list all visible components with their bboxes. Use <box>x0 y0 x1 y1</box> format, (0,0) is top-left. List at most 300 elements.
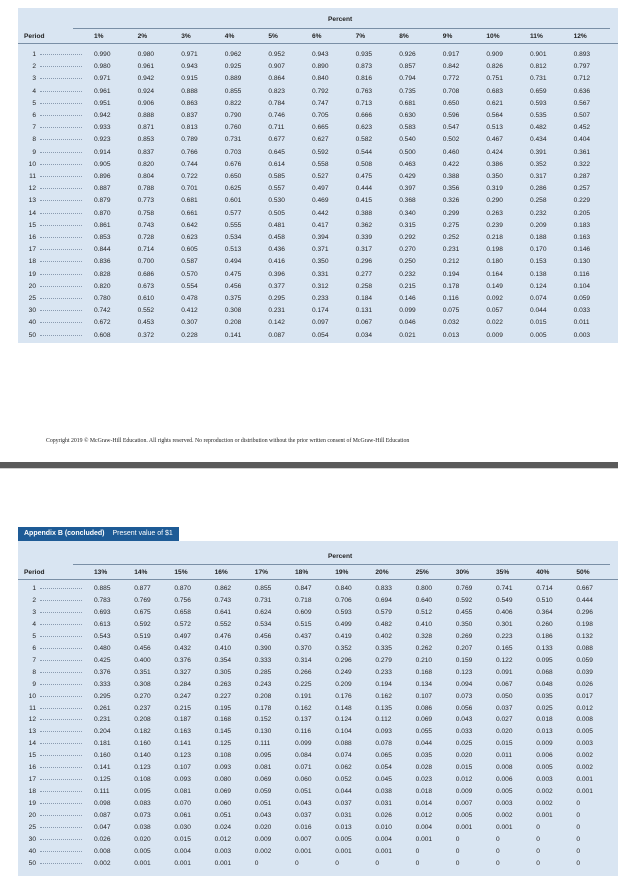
value-cell: 0.352 <box>530 160 547 168</box>
value-cell: 0.681 <box>399 99 416 107</box>
value-cell: 0.840 <box>335 585 352 592</box>
value-cell: 0.020 <box>134 835 151 843</box>
value-cell: 0.510 <box>536 596 553 604</box>
value-cell: 0.857 <box>399 63 416 71</box>
value-cell: 0.011 <box>496 752 513 760</box>
present-value-table-part1 <box>18 8 618 343</box>
value-cell: 0.023 <box>415 776 433 784</box>
value-cell: 0.980 <box>94 63 111 71</box>
value-cell: 0.555 <box>224 221 242 229</box>
value-cell: 0.924 <box>137 87 155 95</box>
value-cell: 0.260 <box>536 620 553 628</box>
value-cell: 0.735 <box>399 87 416 95</box>
value-cell: 0.131 <box>355 307 373 315</box>
table-row <box>18 208 618 219</box>
value-cell: 0.059 <box>576 656 593 664</box>
value-cell: 0.279 <box>375 656 392 664</box>
dot-leader <box>40 286 82 287</box>
period-cell: 7 <box>32 656 36 664</box>
value-cell: 0.003 <box>214 847 232 855</box>
value-cell: 0.067 <box>355 319 373 327</box>
value-cell: 0.773 <box>137 197 155 205</box>
value-cell: 0 <box>295 859 299 867</box>
value-cell: 0.469 <box>312 197 329 205</box>
value-cell: 0.714 <box>536 585 553 592</box>
value-cell: 0.250 <box>399 258 416 266</box>
value-cell: 0.004 <box>375 835 392 843</box>
value-cell: 0.596 <box>442 112 460 119</box>
value-cell: 0.095 <box>254 752 272 760</box>
value-cell: 0.444 <box>576 596 593 604</box>
table-row <box>18 714 618 725</box>
value-cell: 0.215 <box>399 282 416 290</box>
table-row <box>18 691 618 702</box>
value-cell: 0.743 <box>137 221 155 229</box>
value-cell: 0.608 <box>94 331 111 339</box>
value-cell: 0.003 <box>536 776 553 784</box>
value-cell: 0.038 <box>134 824 151 831</box>
value-cell: 0.069 <box>415 716 433 724</box>
value-cell: 0.093 <box>214 764 232 772</box>
value-cell: 0.312 <box>312 282 329 290</box>
table-header-row <box>18 31 618 42</box>
caption-title: Appendix B (concluded) <box>24 530 105 537</box>
value-cell: 0.086 <box>415 704 433 712</box>
value-cell: 0.296 <box>355 258 373 266</box>
value-cell: 0.108 <box>134 776 151 784</box>
value-cell: 0.784 <box>268 99 285 107</box>
value-cell: 0.033 <box>573 307 591 315</box>
table-row <box>18 679 618 690</box>
value-cell: 0.364 <box>536 608 553 616</box>
value-cell: 0.284 <box>174 680 191 688</box>
value-cell: 0 <box>254 859 259 867</box>
value-cell: 0.012 <box>415 812 433 820</box>
value-cell: 0.210 <box>415 656 433 664</box>
dot-leader <box>40 684 82 685</box>
value-cell: 0.917 <box>442 51 460 58</box>
value-cell: 0.879 <box>94 197 111 205</box>
value-cell: 0.060 <box>295 776 312 784</box>
value-cell: 0.039 <box>576 668 593 676</box>
value-cell: 0.001 <box>375 847 392 855</box>
value-cell: 0.567 <box>573 99 591 107</box>
value-cell: 0 <box>536 847 540 855</box>
value-cell: 0.601 <box>224 197 242 205</box>
table-row <box>18 220 618 231</box>
dot-leader <box>40 188 82 189</box>
value-cell: 0.231 <box>442 246 460 254</box>
rate-header: 30% <box>455 569 469 576</box>
value-cell: 0.054 <box>375 764 392 772</box>
table-row <box>18 774 618 785</box>
value-cell: 0.513 <box>486 124 503 132</box>
period-cell: 16 <box>28 764 36 772</box>
value-cell: 0.877 <box>134 585 151 592</box>
value-cell: 0.372 <box>137 331 155 339</box>
value-cell: 0.141 <box>174 740 191 748</box>
value-cell: 0.893 <box>573 51 591 58</box>
value-cell: 0.018 <box>536 716 553 724</box>
rate-header: 3% <box>181 33 191 40</box>
period-header: Period <box>24 33 45 40</box>
value-cell: 0.404 <box>573 136 591 144</box>
value-cell: 0.099 <box>295 740 312 748</box>
rate-header: 9% <box>442 33 453 40</box>
value-cell: 0.013 <box>442 331 460 339</box>
value-cell: 0.038 <box>375 788 392 796</box>
value-cell: 0.794 <box>399 75 416 83</box>
table-row <box>18 667 618 678</box>
value-cell: 0.001 <box>214 859 232 867</box>
value-cell: 0.258 <box>355 282 373 290</box>
value-cell: 0.592 <box>134 620 151 628</box>
value-cell: 0.476 <box>214 632 232 640</box>
value-cell: 0.069 <box>214 788 232 796</box>
value-cell: 0.375 <box>224 295 242 302</box>
dot-leader <box>40 225 82 226</box>
value-cell: 0.022 <box>486 319 503 327</box>
value-cell: 0.530 <box>268 197 285 205</box>
value-cell: 0.043 <box>455 716 473 724</box>
value-cell: 0.388 <box>442 173 460 180</box>
value-cell: 0.855 <box>224 87 242 95</box>
value-cell: 0.397 <box>399 185 416 193</box>
table-row <box>18 750 618 761</box>
value-cell: 0.667 <box>576 585 593 592</box>
value-cell: 0.512 <box>415 608 433 616</box>
value-cell: 0.331 <box>312 270 329 278</box>
value-cell: 0.820 <box>94 282 111 290</box>
dot-leader <box>40 164 82 165</box>
rate-header: 17% <box>254 569 268 576</box>
value-cell: 0.009 <box>536 740 553 748</box>
value-cell: 0.693 <box>94 608 111 616</box>
value-cell: 0.008 <box>576 716 593 724</box>
value-cell: 0.481 <box>268 221 285 229</box>
value-cell: 0.887 <box>94 185 111 193</box>
value-cell: 0.006 <box>536 752 553 760</box>
value-cell: 0.711 <box>268 124 285 132</box>
value-cell: 0.001 <box>576 776 593 784</box>
value-cell: 0.497 <box>312 185 329 193</box>
period-cell: 15 <box>28 752 36 760</box>
table-header-row <box>18 567 618 578</box>
value-cell: 0.844 <box>94 246 111 254</box>
value-cell: 0.269 <box>455 632 473 640</box>
value-cell: 0.043 <box>295 800 312 808</box>
value-cell: 0 <box>576 835 581 843</box>
value-cell: 0.153 <box>530 258 547 266</box>
value-cell: 0.507 <box>573 112 591 119</box>
value-cell: 0.415 <box>355 197 373 205</box>
value-cell: 0.059 <box>254 788 272 796</box>
value-cell: 0.842 <box>442 63 460 71</box>
period-cell: 4 <box>32 87 36 95</box>
value-cell: 0.547 <box>442 124 460 132</box>
value-cell: 0.116 <box>573 270 590 278</box>
value-cell: 0.577 <box>224 209 242 217</box>
value-cell: 0.424 <box>486 148 503 156</box>
value-cell: 0.482 <box>375 620 392 628</box>
value-cell: 0.035 <box>536 692 553 700</box>
value-cell: 0.327 <box>174 668 191 676</box>
rate-header: 2% <box>137 33 148 40</box>
value-cell: 0.005 <box>496 788 513 796</box>
value-cell: 0.188 <box>530 234 547 241</box>
period-cell: 5 <box>32 632 36 640</box>
value-cell: 0.123 <box>455 668 473 676</box>
value-cell: 0.951 <box>94 99 111 107</box>
value-cell: 0.694 <box>375 596 392 604</box>
dot-leader <box>40 696 82 697</box>
value-cell: 0.666 <box>355 112 373 119</box>
value-cell: 0.731 <box>224 136 242 144</box>
value-cell: 0.031 <box>375 800 392 808</box>
value-cell: 0.935 <box>355 51 373 58</box>
value-cell: 0.339 <box>355 234 373 241</box>
dot-leader <box>40 636 82 637</box>
value-cell: 0.025 <box>536 704 553 712</box>
value-cell: 0.290 <box>486 197 503 205</box>
value-cell: 0.661 <box>181 209 198 217</box>
value-cell: 0.557 <box>268 185 285 193</box>
period-cell: 6 <box>32 644 36 652</box>
value-cell: 0.933 <box>94 124 111 132</box>
value-cell: 0.020 <box>254 824 272 831</box>
rate-header: 8% <box>399 33 409 40</box>
value-cell: 0.425 <box>94 656 111 664</box>
value-cell: 0.650 <box>442 99 460 107</box>
value-cell: 0.816 <box>355 75 373 83</box>
value-cell: 0.676 <box>224 160 242 168</box>
value-cell: 0.026 <box>94 835 111 843</box>
value-cell: 0.763 <box>355 87 373 95</box>
value-cell: 0.593 <box>530 99 547 107</box>
value-cell: 0.237 <box>134 704 151 712</box>
value-cell: 0.386 <box>486 160 503 168</box>
value-cell: 0 <box>576 824 581 831</box>
value-cell: 0.009 <box>455 788 473 796</box>
value-cell: 0.107 <box>174 764 191 772</box>
value-cell: 0.502 <box>442 136 460 144</box>
value-cell: 0.871 <box>137 124 155 132</box>
value-cell: 0.455 <box>455 608 473 616</box>
rate-header: 19% <box>335 569 349 576</box>
value-cell: 0.906 <box>137 99 155 107</box>
header-rule <box>18 579 618 580</box>
value-cell: 0.315 <box>399 221 416 229</box>
value-cell: 0.004 <box>174 847 191 855</box>
rate-header: 14% <box>134 569 148 576</box>
table-row <box>18 846 618 857</box>
value-cell: 0 <box>335 859 339 867</box>
value-cell: 0.001 <box>415 835 433 843</box>
value-cell: 0.097 <box>312 319 329 327</box>
value-cell: 0 <box>576 800 581 808</box>
rate-header: 50% <box>576 569 590 576</box>
value-cell: 0.137 <box>295 716 312 724</box>
value-cell: 0.731 <box>254 596 272 604</box>
value-cell: 0.847 <box>295 585 312 592</box>
value-cell: 0.527 <box>312 173 329 180</box>
value-cell: 0.125 <box>214 740 232 748</box>
value-cell: 0.368 <box>399 197 416 205</box>
value-cell: 0.091 <box>496 668 513 676</box>
value-cell: 0.048 <box>536 680 553 688</box>
period-cell: 40 <box>28 847 36 855</box>
table-caption <box>18 527 179 541</box>
value-cell: 0.163 <box>573 234 591 241</box>
value-cell: 0.174 <box>312 307 329 315</box>
value-cell: 0.152 <box>254 716 272 724</box>
period-cell: 3 <box>32 608 36 616</box>
value-cell: 0.870 <box>174 585 191 592</box>
value-cell: 0.005 <box>576 728 593 736</box>
value-cell: 0.962 <box>224 51 242 58</box>
value-cell: 0.134 <box>415 680 433 688</box>
value-cell: 0.610 <box>137 295 155 302</box>
value-cell: 0.641 <box>214 608 232 616</box>
value-cell: 0.790 <box>224 112 242 119</box>
value-cell: 0.712 <box>573 75 591 83</box>
dot-leader <box>40 335 82 336</box>
value-cell: 0.870 <box>94 209 111 217</box>
value-cell: 0.098 <box>94 800 111 808</box>
value-cell: 0.505 <box>268 209 285 217</box>
value-cell: 0.074 <box>335 752 352 760</box>
value-cell: 0.361 <box>573 148 591 156</box>
table-row <box>18 134 618 145</box>
value-cell: 0.419 <box>335 632 352 640</box>
value-cell: 0.442 <box>312 209 329 217</box>
value-cell: 0.301 <box>496 620 513 628</box>
rate-header: 1% <box>94 33 104 40</box>
value-cell: 0.263 <box>214 680 232 688</box>
value-cell: 0.708 <box>442 87 460 95</box>
value-cell: 0.552 <box>214 620 232 628</box>
period-cell: 18 <box>28 788 36 796</box>
table-row <box>18 256 618 267</box>
dot-leader <box>40 767 82 768</box>
value-cell: 0.194 <box>442 270 460 278</box>
period-cell: 30 <box>28 835 36 843</box>
value-cell: 0.001 <box>295 847 312 855</box>
value-cell: 0.308 <box>134 680 151 688</box>
value-cell: 0.362 <box>355 221 373 229</box>
value-cell: 0.107 <box>415 692 433 700</box>
value-cell: 0.410 <box>214 644 232 652</box>
value-cell: 0.714 <box>137 246 155 254</box>
value-cell: 0.051 <box>295 788 312 796</box>
value-cell: 0.057 <box>486 307 503 315</box>
value-cell: 0.081 <box>254 764 272 772</box>
dot-leader <box>40 54 82 55</box>
dot-leader <box>40 237 82 238</box>
value-cell: 0.262 <box>415 644 433 652</box>
value-cell: 0.640 <box>415 596 433 604</box>
period-cell: 16 <box>28 234 36 241</box>
value-cell: 0.822 <box>224 99 242 107</box>
value-cell: 0.534 <box>254 620 272 628</box>
value-cell: 0.650 <box>224 173 242 180</box>
dot-leader <box>40 274 82 275</box>
value-cell: 0.797 <box>573 63 591 71</box>
table-row <box>18 317 618 328</box>
value-cell: 0.007 <box>295 835 312 843</box>
value-cell: 0.376 <box>94 668 111 676</box>
value-cell: 0.394 <box>312 234 329 241</box>
value-cell: 0.054 <box>312 331 329 339</box>
value-cell: 0.233 <box>312 295 329 302</box>
value-cell: 0.296 <box>335 656 352 664</box>
value-cell: 0.350 <box>312 258 329 266</box>
period-cell: 25 <box>28 295 36 302</box>
value-cell: 0.677 <box>268 136 285 144</box>
rate-header: 4% <box>224 33 235 40</box>
value-cell: 0.020 <box>455 752 473 760</box>
value-cell: 0.853 <box>94 234 111 241</box>
value-cell: 0.833 <box>375 585 392 592</box>
value-cell: 0.081 <box>174 788 191 796</box>
value-cell: 0.095 <box>536 656 553 664</box>
value-cell: 0.218 <box>486 234 503 241</box>
value-cell: 0.295 <box>268 295 285 302</box>
value-cell: 0.176 <box>335 692 352 700</box>
value-cell: 0.208 <box>254 692 272 700</box>
table-row <box>18 183 618 194</box>
dot-leader <box>40 803 82 804</box>
period-cell: 6 <box>32 112 36 119</box>
dot-leader <box>40 624 82 625</box>
value-cell: 0.623 <box>355 124 373 132</box>
rate-header: 12% <box>573 33 587 40</box>
dot-leader <box>40 851 82 852</box>
value-cell: 0.307 <box>181 319 198 327</box>
rate-header: 35% <box>496 569 510 576</box>
value-cell: 0.943 <box>181 63 198 71</box>
dot-leader <box>40 791 82 792</box>
value-cell: 0.233 <box>375 668 392 676</box>
value-cell: 0.257 <box>573 185 591 193</box>
value-cell: 0.030 <box>174 824 191 831</box>
period-cell: 17 <box>28 776 36 784</box>
value-cell: 0.215 <box>174 704 191 712</box>
value-cell: 0.621 <box>486 99 503 107</box>
value-cell: 0.146 <box>573 246 591 254</box>
value-cell: 0.044 <box>530 307 547 315</box>
value-cell: 0.319 <box>486 185 503 193</box>
value-cell: 0.116 <box>295 728 312 736</box>
value-cell: 0.011 <box>573 319 590 327</box>
value-cell: 0.094 <box>455 680 473 688</box>
value-cell: 0.178 <box>254 704 272 712</box>
value-cell: 0.943 <box>312 51 329 58</box>
value-cell: 0.141 <box>224 331 242 339</box>
value-cell: 0.582 <box>355 136 373 144</box>
value-cell: 0 <box>415 859 420 867</box>
value-cell: 0.804 <box>137 173 155 180</box>
value-cell: 0.026 <box>576 680 593 688</box>
value-cell: 0.475 <box>224 270 242 278</box>
value-cell: 0.744 <box>181 160 198 168</box>
value-cell: 0.570 <box>181 270 198 278</box>
value-cell: 0.047 <box>94 824 111 831</box>
value-cell: 0.005 <box>335 835 352 843</box>
value-cell: 0.971 <box>181 51 198 58</box>
dot-leader <box>40 91 82 92</box>
table-row <box>18 195 618 206</box>
